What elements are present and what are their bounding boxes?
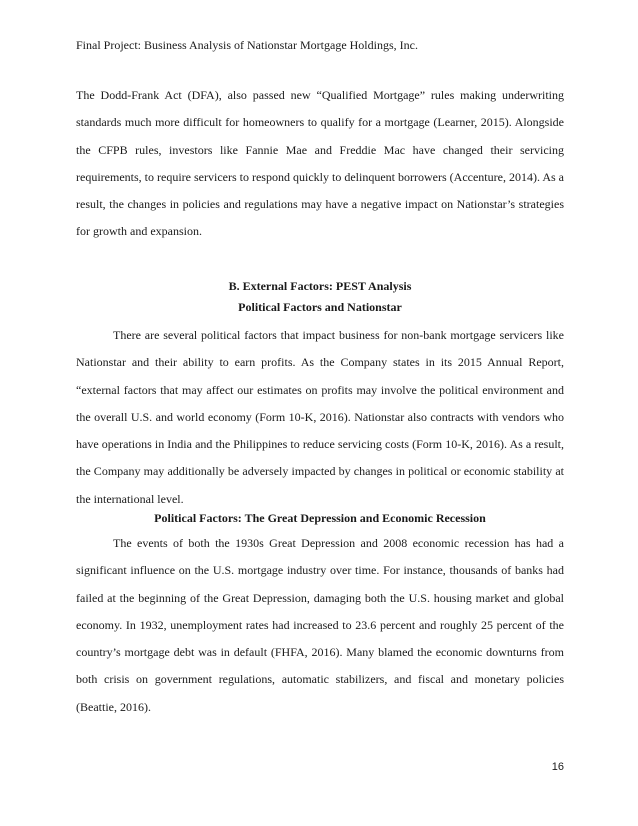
section-heading	[76, 276, 564, 296]
paragraph-text: The Dodd-Frank Act (DFA), also passed new “Qualified Mortgage” rules making underwriting standards much more difficult for homeowners to qualify for a mortgage (Learner, 2015). Alongside the CFPB rules, investors like Fannie Mae and Freddie Mac have changed their servicing requirements, to require servicers to respond quickly to delinquent borrowers (Accenture, 2014). As a result, the changes in policies and regulations may have a negative impact on Nationstar’s strategies for growth and expansion.	[76, 88, 564, 239]
paragraph-text: There are several political factors that impact business for non-bank mortgage servicers like Nationstar and their ability to earn profits. As the Company states in its 2015 Annual Report, “external factors that may affect our estimates on profits may involve the political environment and the overall U.S. and world economy (Form 10-K, 2016). Nationstar also contracts with vendors who have operations in India and the Philippines to reduce servicing costs (Form 10-K, 2016). As a result, the Company may additionally be adversely impacted by changes in political or economic stability at the international level.	[76, 328, 564, 506]
section-heading-text: B. External Factors: PEST Analysis	[228, 279, 412, 293]
paragraph-great-depression	[76, 530, 564, 721]
subheading-political-factors	[76, 297, 564, 317]
paragraph-dodd-frank	[76, 82, 564, 246]
page-number: 16	[551, 761, 564, 773]
subheading-great-depression	[76, 508, 564, 528]
subheading-text: Political Factors: The Great Depression and Economic Recession	[154, 511, 486, 525]
paragraph-text: The events of both the 1930s Great Depression and 2008 economic recession has had a significant influence on the U.S. mortgage industry over time. For instance, thousands of banks had failed at the beginning of the Great Depression, damaging both the U.S. housing market and global economy. In 1932, unemployment rates had increased to 23.6 percent and roughly 25 percent of the country’s mortgage debt was in default (FHFA, 2016). Many blamed the economic downturns from both crisis on government regulations, automatic stabilizers, and fiscal and monetary policies (Beattie, 2016).	[76, 536, 564, 714]
paragraph-political-factors	[76, 322, 564, 513]
running-header: Final Project: Business Analysis of Nationstar Mortgage Holdings, Inc.	[76, 38, 418, 52]
subheading-text: Political Factors and Nationstar	[238, 300, 402, 314]
